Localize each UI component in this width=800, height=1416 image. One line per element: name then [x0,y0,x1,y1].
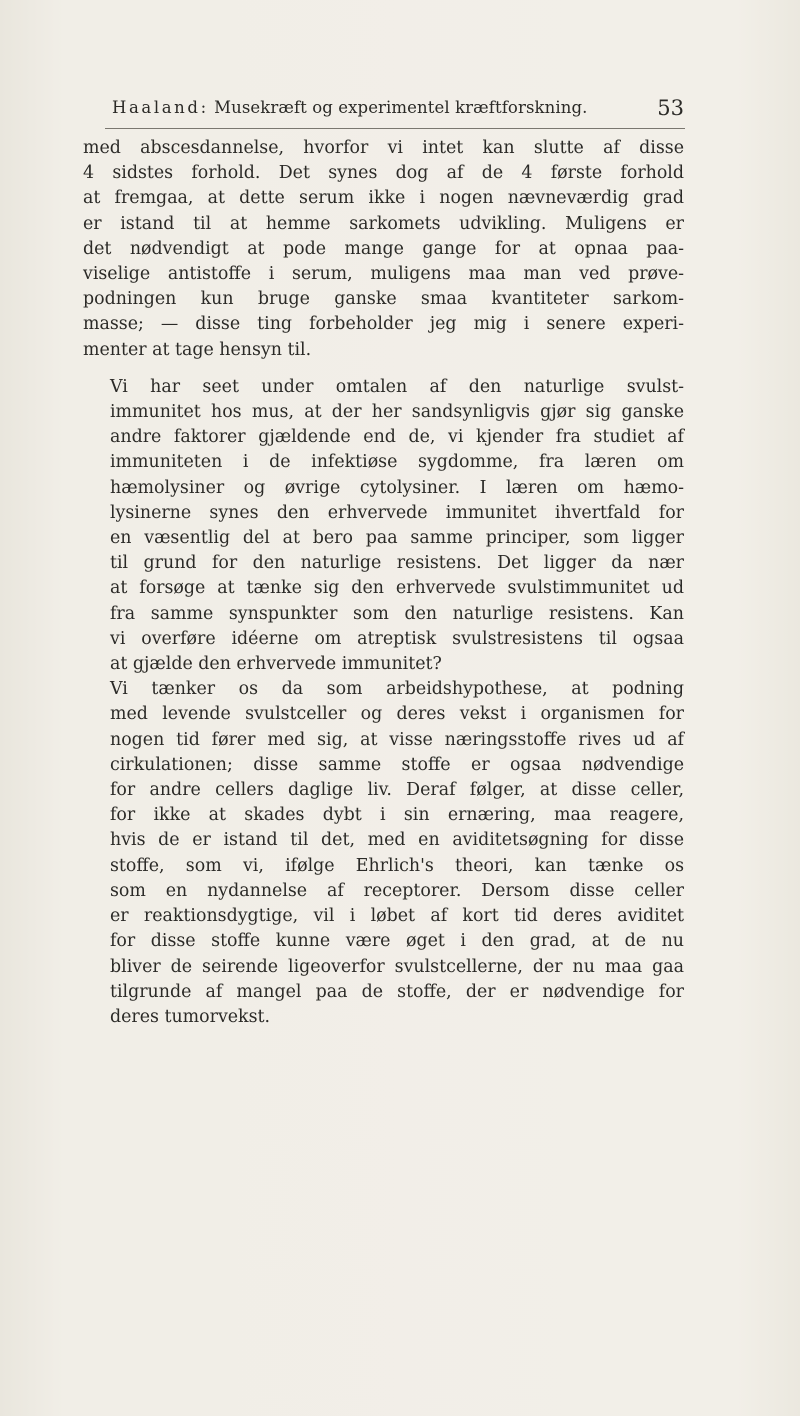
text-line: podningen kun bruge ganske smaa kvantiteter sarkom- [83,289,684,310]
text-line: det nødvendigt at pode mange gange for at opnaa paa- [83,238,684,259]
text-line: med levende svulstceller og deres vekst i organismen for [110,704,684,725]
text-line: cirkulationen; disse samme stoffe er ogsaa nødvendige [110,754,684,775]
text-line: hæmolysiner og øvrige cytolysiner. I læren om hæmo- [110,477,684,498]
text-line: at forsøge at tænke sig den erhvervede svulstimmunitet ud [110,578,684,599]
text-line: tilgrunde af mangel paa de stoffe, der er nødvendige for [110,981,684,1002]
header-rule [105,128,685,129]
text-line: 4 sidstes forhold. Det synes dog af de 4 første forhold [83,163,684,184]
text-line: Vi tænker os da som arbeidshypothese, at podning [110,679,684,700]
text-line: for ikke at skades dybt i sin ernæring, maa reagere, [110,805,684,826]
body-text [83,136,684,1030]
text-line: at gjælde den erhvervede immunitet? [110,654,442,675]
text-line: Vi har seet under omtalen af den naturlige svulst- [110,376,684,397]
text-line: er istand til at hemme sarkomets udvikling. Muligens er [83,213,684,234]
text-line: bliver de seirende ligeoverfor svulstcellerne, der nu maa gaa [110,956,684,977]
paragraph-3 [83,677,684,1030]
text-line: som en nydannelse af receptorer. Dersom disse celler [110,880,684,901]
text-line: immunitet hos mus, at der her sandsynligvis gjør sig ganske [110,402,684,423]
text-line: stoffe, som vi, ifølge Ehrlich's theori, kan tænke os [110,855,684,876]
text-line: er reaktionsdygtige, vil i løbet af kort tid deres aviditet [110,906,684,927]
text-line: fra samme synspunkter som den naturlige resistens. Kan [110,603,684,624]
text-line: andre faktorer gjældende end de, vi kjender fra studiet af [110,427,684,448]
text-line: til grund for den naturlige resistens. Det ligger da nær [110,553,684,574]
text-line: hvis de er istand til det, med en aviditetsøgning for disse [110,830,684,851]
text-line: deres tumorvekst. [110,1006,271,1027]
page-number: 53 [657,96,684,120]
text-line: lysinerne synes den erhvervede immunitet ihvertfald for [110,502,684,523]
paragraph-1 [83,136,684,363]
text-line: vi overføre idéerne om atreptisk svulstresistens til ogsaa [110,628,684,649]
text-line: at fremgaa, at dette serum ikke i nogen nævneværdig grad [83,188,684,209]
text-line: masse; — disse ting forbeholder jeg mig i senere experi- [83,314,684,335]
header-author: Haaland: [112,98,209,117]
text-line: nogen tid fører med sig, at visse næringsstoffe rives ud af [110,729,684,750]
text-line: for disse stoffe kunne være øget i den grad, at de nu [110,931,684,952]
text-line: viselige antistoffe i serum, muligens maa man ved prøve- [83,264,684,285]
text-line: for andre cellers daglige liv. Deraf følger, at disse celler, [110,780,684,801]
text-line: en væsentlig del at bero paa samme principer, som ligger [110,528,684,549]
paragraph-2 [83,375,684,677]
text-line: immuniteten i de infektiøse sygdomme, fra læren om [110,452,684,473]
header-title: Musekræft og experimentel kræftforskning. [214,98,588,117]
text-line: med abscesdannelse, hvorfor vi intet kan slutte af disse [83,138,684,158]
text-line: menter at tage hensyn til. [83,339,312,360]
running-header [112,98,684,126]
